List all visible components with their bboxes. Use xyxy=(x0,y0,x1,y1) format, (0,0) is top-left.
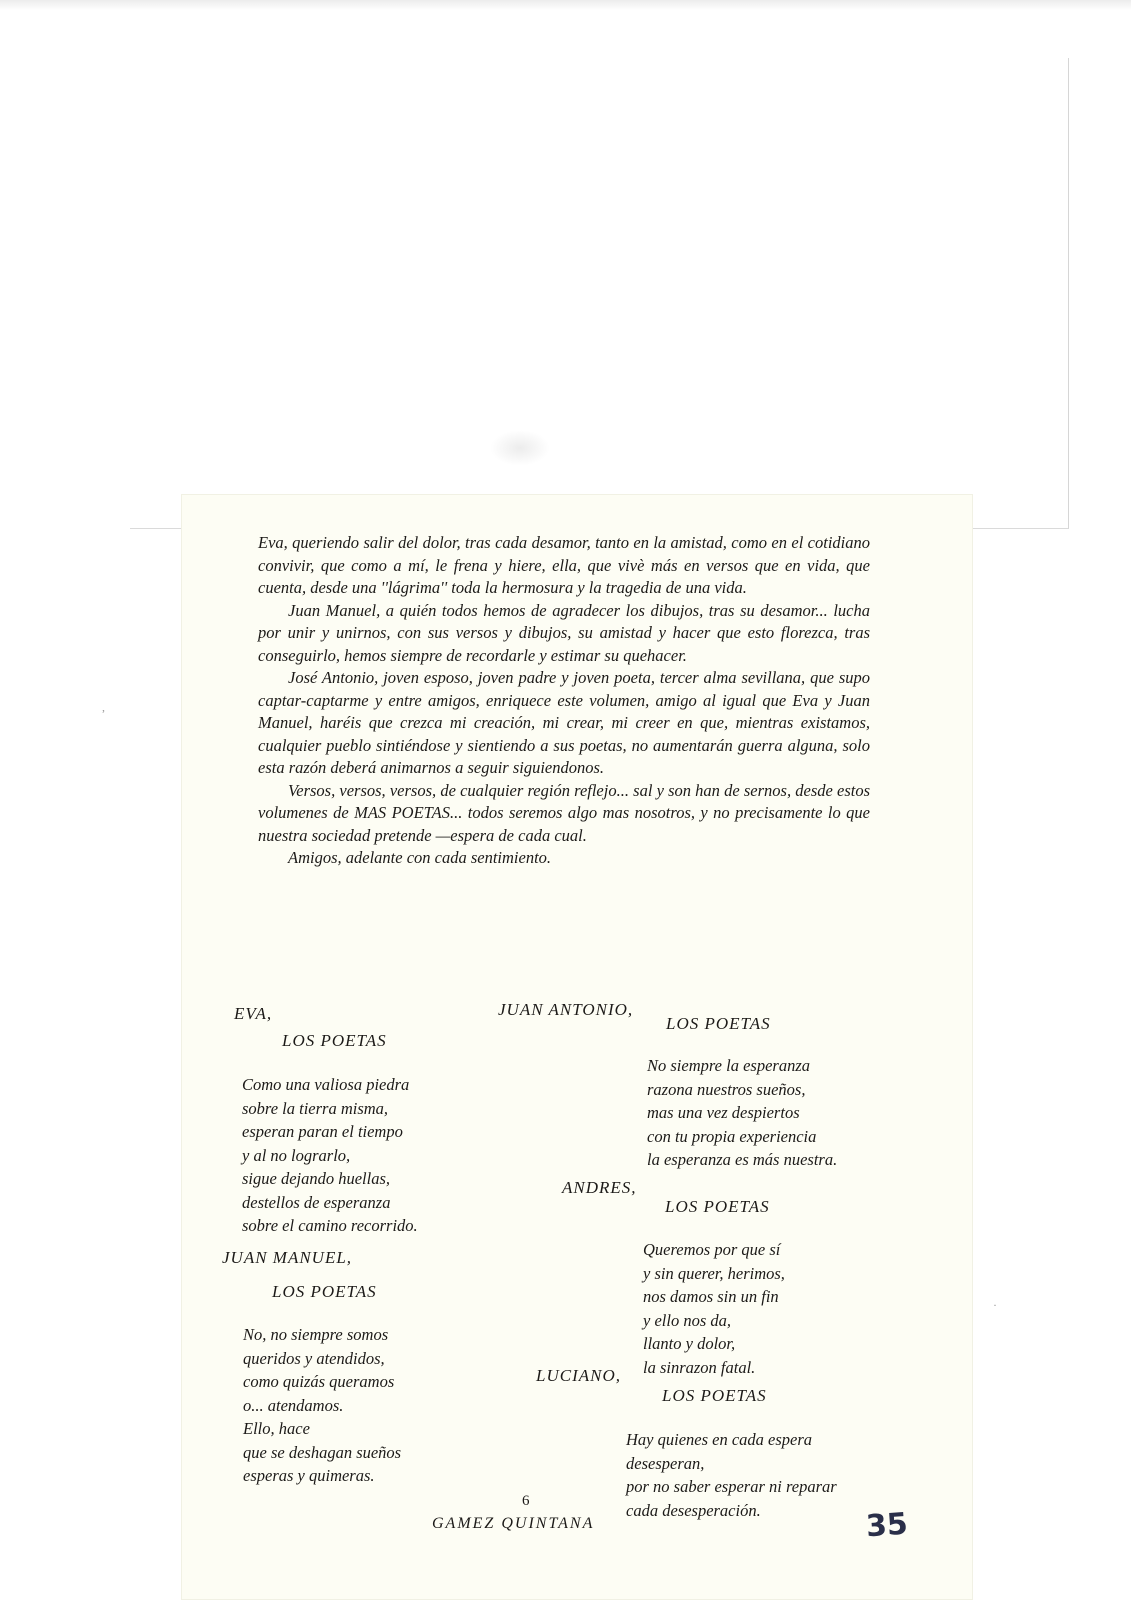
poem-line: nos damos sin un fin xyxy=(643,1287,779,1306)
poem-luciano-lines xyxy=(626,1428,837,1522)
poem-juan-antonio-subtitle: LOS POETAS xyxy=(666,1014,771,1033)
author-signature: GAMEZ QUINTANA xyxy=(432,1515,595,1532)
poem-luciano-name: LUCIANO, xyxy=(536,1366,621,1385)
poem-luciano-subtitle: LOS POETAS xyxy=(662,1386,767,1405)
poem-line: y ello nos da, xyxy=(643,1310,731,1330)
prose-paragraph-juan-manuel: Juan Manuel, a quién todos hemos de agradecer los dibujos, tras su desamor... lucha por unir y unirnos, con sus versos y dibujos, su amistad y hacer que esto florezca, tras conseguirlo, hemos siempre de recordarle y estimar su quehacer. xyxy=(258,600,870,665)
poem-andres-name: ANDRES, xyxy=(562,1178,637,1197)
poem-line: la sinrazon fatal. xyxy=(643,1357,756,1377)
stray-mark: , xyxy=(102,700,105,714)
poem-line: Ello, hace xyxy=(243,1419,310,1438)
prologue-text xyxy=(258,532,870,870)
poem-line: y al no lograrlo, xyxy=(242,1145,351,1165)
stray-mark: · xyxy=(993,1298,997,1312)
prose-paragraph-jose-antonio: José Antonio, joven esposo, joven padre y joven poeta, tercer alma sevillana, que supo captar-captarme y entre amigos, enriquece este volumen, amigo al igual que Eva y Juan Manuel, haréis que crezca mi creación, mi crear, mi creer en que, mientras existamos, cualquier pueblo sintiéndose y sientiendo a sus poetas, no aumentarán guerra alguna, solo esta razón deberá animarnos a seguir siguiendonos. xyxy=(258,668,870,777)
poem-juan-antonio-name: JUAN ANTONIO, xyxy=(498,1000,634,1019)
poem-juan-manuel-name: JUAN MANUEL, xyxy=(222,1248,353,1267)
poem-line: con tu propia experiencia xyxy=(647,1126,817,1146)
poem-line: como quizás queramos xyxy=(243,1372,395,1391)
prose-paragraph-versos: Versos, versos, versos, de cualquier región reflejo... sal y son han de sernos, desde estos volumenes de MAS POETAS... todos seremos algo mas nosotros, y no precisamente lo que nuestra sociedad pretende —espera de cada cual. xyxy=(258,780,870,845)
poem-line: destellos de esperanza xyxy=(242,1192,391,1212)
poem-eva-name: EVA, xyxy=(234,1004,273,1023)
poem-line: o... atendamos. xyxy=(243,1395,344,1415)
poem-juan-antonio-lines xyxy=(647,1054,837,1172)
blank-top-sheet xyxy=(130,58,1069,529)
poem-line: por no saber esperar ni reparar xyxy=(626,1477,837,1496)
poem-line: Hay quienes en cada espera xyxy=(626,1430,813,1449)
poem-line: Como una valiosa piedra xyxy=(242,1075,410,1094)
poem-juan-manuel-subtitle: LOS POETAS xyxy=(272,1282,377,1301)
poem-andres-subtitle: LOS POETAS xyxy=(665,1197,770,1216)
prose-paragraph-amigos: Amigos, adelante con cada sentimiento. xyxy=(288,848,552,867)
paper-smudge xyxy=(490,430,550,466)
poem-line: que se deshagan sueños xyxy=(243,1442,402,1462)
poem-andres-lines xyxy=(643,1238,785,1379)
poem-line: la esperanza es más nuestra. xyxy=(647,1150,838,1169)
poem-juan-manuel-lines xyxy=(243,1323,401,1488)
poem-eva-lines xyxy=(242,1073,418,1238)
poem-line: llanto y dolor, xyxy=(643,1334,736,1353)
poem-line: No, no siempre somos xyxy=(243,1325,389,1344)
poem-line: cada desesperación. xyxy=(626,1500,761,1520)
poem-line: Queremos por que sí xyxy=(643,1240,781,1259)
handwritten-page-number: 35 xyxy=(864,1506,909,1545)
poem-line: mas una vez despiertos xyxy=(647,1103,800,1122)
poem-line: esperan paran el tiempo xyxy=(242,1122,403,1141)
poem-line: desesperan, xyxy=(626,1453,705,1473)
prose-paragraph-eva: Eva, queriendo salir del dolor, tras cada desamor, tanto en la amistad, como en el cotidiano convivir, que como a mí, le frena y hiere, ella, que vivè más en versos que en vida, que cuenta, desde una ''lágrima'' toda la hermosura y la tragedia de una vida. xyxy=(258,533,870,597)
poem-line: razona nuestros sueños, xyxy=(647,1079,806,1099)
page-number: 6 xyxy=(522,1493,530,1509)
poem-eva-subtitle: LOS POETAS xyxy=(282,1031,387,1050)
poem-line: esperas y quimeras. xyxy=(243,1466,375,1485)
poem-line: queridos y atendidos, xyxy=(243,1348,385,1368)
poem-line: sobre el camino recorrido. xyxy=(242,1216,418,1235)
scan-edge xyxy=(0,0,1131,10)
poem-line: sigue dejando huellas, xyxy=(242,1169,391,1188)
poem-line: sobre la tierra misma, xyxy=(242,1098,389,1118)
poem-line: No siempre la esperanza xyxy=(647,1056,811,1075)
poem-line: y sin querer, herimos, xyxy=(643,1263,785,1283)
